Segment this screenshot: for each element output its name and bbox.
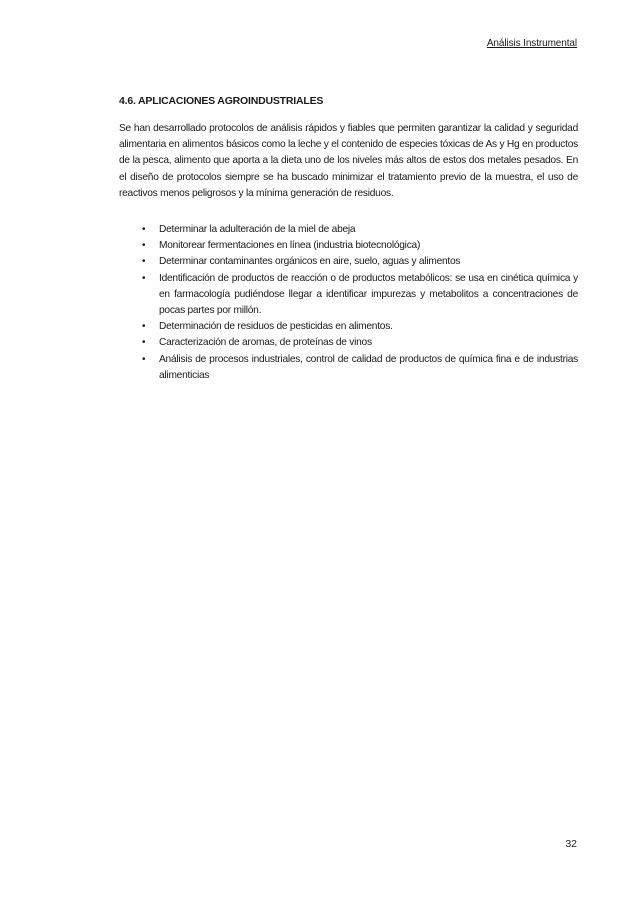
list-item-text: Caracterización de aromas, de proteínas de vinos xyxy=(159,337,372,349)
bullet-icon: • xyxy=(142,272,146,284)
bullet-icon: • xyxy=(142,240,146,252)
list-item-text: Monitorear fermentaciones en línea (industria biotecnológica) xyxy=(159,240,421,252)
list-item xyxy=(119,319,578,335)
page-number: 32 xyxy=(565,838,577,850)
bullet-icon: • xyxy=(142,353,146,365)
section-heading: 4.6. APLICACIONES AGROINDUSTRIALES xyxy=(119,95,324,107)
running-header: Análisis Instrumental xyxy=(486,38,577,49)
bullet-icon: • xyxy=(142,321,146,333)
bullet-icon: • xyxy=(142,337,146,349)
list-item xyxy=(119,271,578,320)
list-item-text: Análisis de procesos industriales, control de calidad de productos de química fina e de industrias alimenticias xyxy=(159,353,578,381)
list-item-text: Determinación de residuos de pesticidas en alimentos. xyxy=(159,321,393,333)
list-item-text: Determinar contaminantes orgánicos en aire, suelo, aguas y alimentos xyxy=(159,256,461,268)
bullet-icon: • xyxy=(142,224,146,235)
list-item xyxy=(119,352,578,384)
list-item-text: Identificación de productos de reacción o de productos metabólicos: se usa en cinética química y en farmacología pudiéndose llegar a identificar impurezas y metabolitos a concentraciones de pocas partes por millón. xyxy=(159,272,578,317)
bullet-list xyxy=(119,222,578,384)
list-item xyxy=(119,335,578,351)
list-item xyxy=(119,238,578,254)
body-paragraph: Se han desarrollado protocolos de análisis rápidos y fiables que permiten garantizar la calidad y seguridad alimentaria en alimentos básicos como la leche y el contenido de especies tóxicas de As y Hg en productos de la pesca, alimento que aporta a la dieta uno de los niveles más altos de estos dos metales pesados. En el diseño de protocolos siempre se ha buscado minimizar el tratamiento previo de la muestra, el uso de reactivos menos peligrosos y la mínima generación de residuos. xyxy=(119,123,578,199)
list-item xyxy=(119,222,578,238)
bullet-icon: • xyxy=(142,256,146,268)
list-item-text: Determinar la adulteración de la miel de abeja xyxy=(159,224,356,235)
list-item xyxy=(119,254,578,270)
